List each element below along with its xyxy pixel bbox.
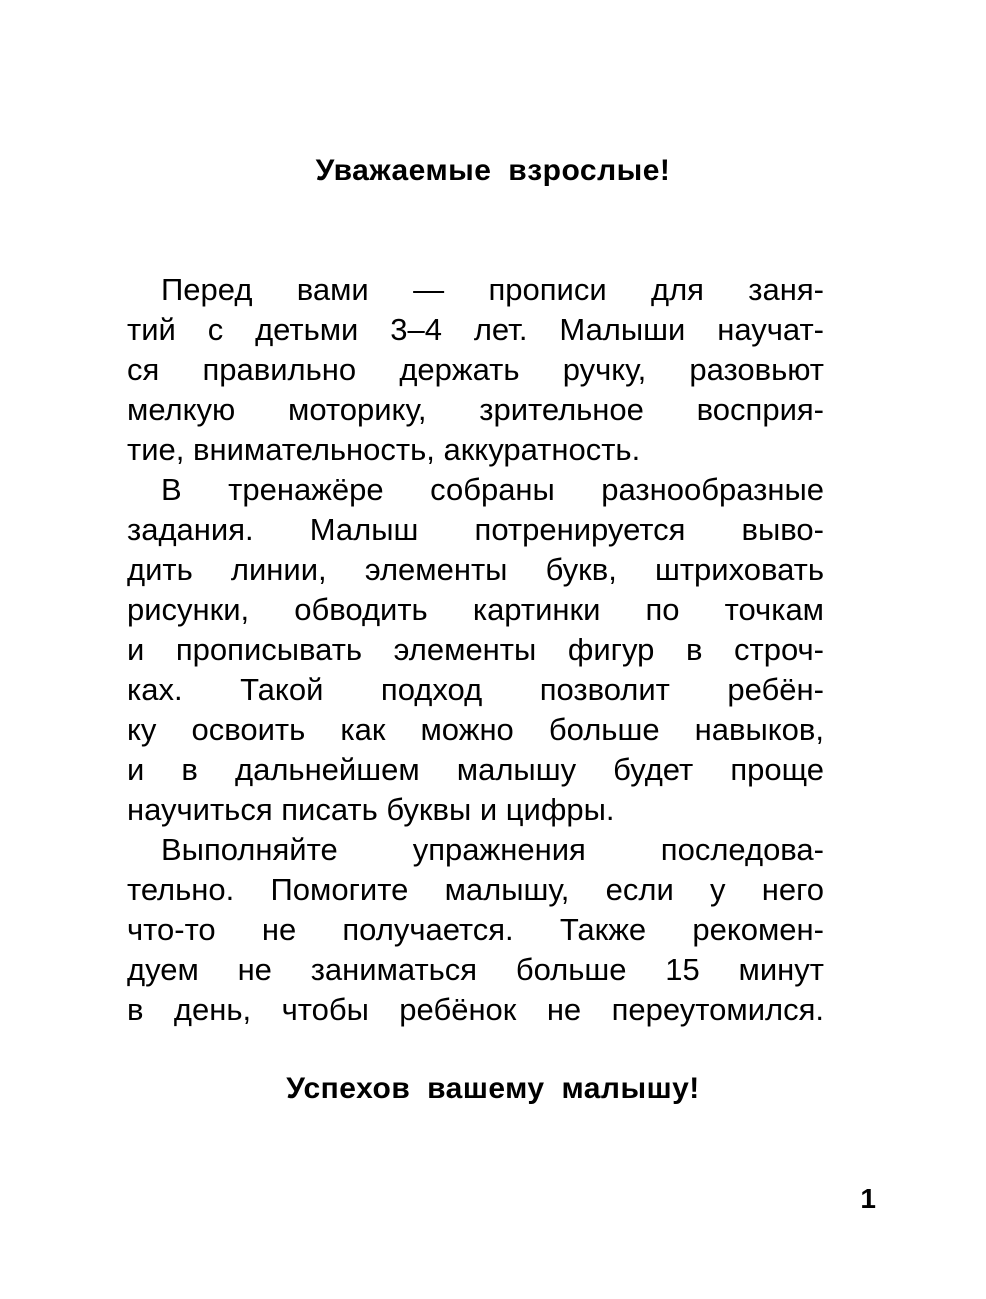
paragraph-2 xyxy=(127,470,824,830)
text-line: ся правильно держать ручку, разовьют xyxy=(127,352,824,387)
text-line: Перед вами — прописи для заня- xyxy=(161,272,824,307)
text-line: мелкую моторику, зрительное восприя- xyxy=(127,392,824,427)
body-text xyxy=(127,270,824,1030)
text-line: дуем не заниматься больше 15 минут xyxy=(127,952,824,987)
text-line: задания. Малыш потренируется выво- xyxy=(127,512,824,547)
closing-heading: Успехов вашему малышу! xyxy=(286,1072,700,1105)
greeting-heading: Уважаемые взрослые! xyxy=(315,154,671,187)
text-line: Выполняйте упражнения последова- xyxy=(161,832,824,867)
text-line: рисунки, обводить картинки по точкам xyxy=(127,592,824,627)
text-line: в день, чтобы ребёнок не переутомился. xyxy=(127,992,824,1027)
page-number: 1 xyxy=(860,1183,876,1214)
text-line: научиться писать буквы и цифры. xyxy=(127,792,615,827)
text-line: ках. Такой подход позволит ребён- xyxy=(127,672,824,707)
text-line: ку освоить как можно больше навыков, xyxy=(127,712,824,747)
text-line: дить линии, элементы букв, штриховать xyxy=(127,552,824,587)
text-line: В тренажёре собраны разнообразные xyxy=(161,472,824,507)
text-line: тельно. Помогите малышу, если у него xyxy=(127,872,824,907)
text-line: тий с детьми 3–4 лет. Малыши научат- xyxy=(127,312,824,347)
text-line: и прописывать элементы фигур в строч- xyxy=(127,632,824,667)
paragraph-1 xyxy=(127,270,824,470)
paragraph-3 xyxy=(127,830,824,1030)
text-line: тие, внимательность, аккуратность. xyxy=(127,432,641,467)
text-line: и в дальнейшем малышу будет проще xyxy=(127,752,824,787)
text-line: что-то не получается. Также рекомен- xyxy=(127,912,824,947)
